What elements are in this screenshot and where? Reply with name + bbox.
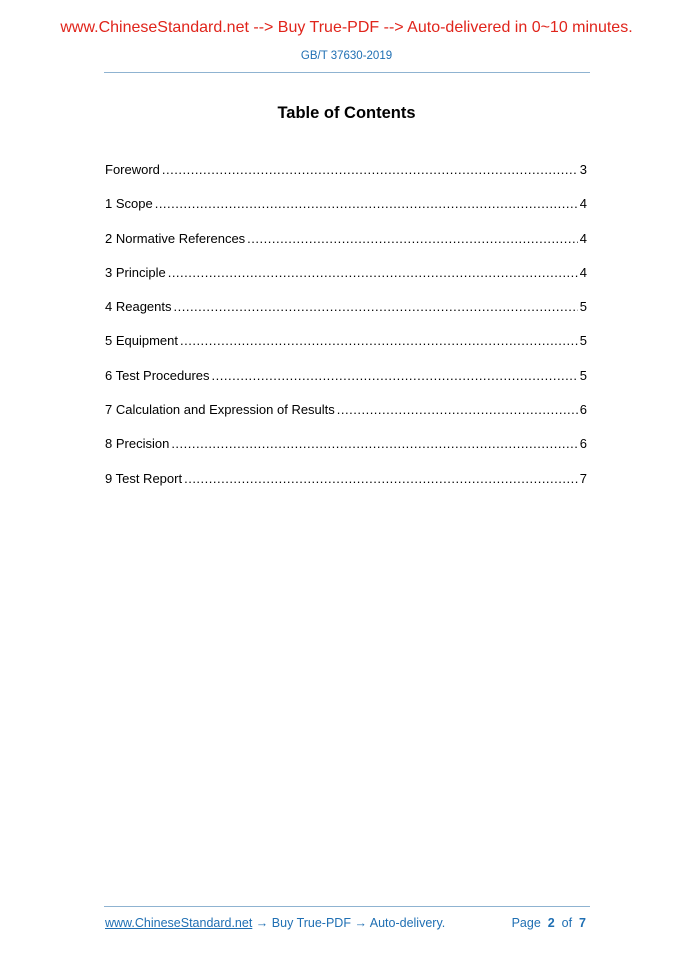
toc-entry-equipment[interactable]: [105, 332, 587, 366]
toc-entry-label: 4 Reagents: [105, 299, 172, 315]
toc-entry-label: 8 Precision: [105, 436, 170, 452]
toc-entry-page: 5: [579, 367, 587, 383]
toc-entry-page: 5: [579, 299, 587, 315]
toc-entry-calculation[interactable]: [105, 401, 587, 435]
header-divider: [104, 72, 590, 73]
dot-leader: [180, 332, 578, 350]
toc-entry-label: Foreword: [105, 162, 160, 177]
total-pages-number: 7: [579, 916, 586, 930]
toc-entry-principle[interactable]: [105, 264, 587, 298]
toc-entry-label: 3 Principle: [105, 264, 166, 280]
dot-leader: [247, 230, 578, 248]
toc-entry-page: 7: [579, 470, 587, 486]
toc-entry-page: 4: [579, 230, 587, 246]
toc-entry-page: 6: [579, 402, 587, 418]
toc-entry-test-procedures[interactable]: [105, 367, 587, 401]
toc-entry-page: 4: [579, 196, 587, 212]
document-code: GB/T 37630-2019: [300, 50, 393, 62]
dot-leader: [171, 435, 577, 453]
toc-entry-scope[interactable]: [105, 195, 587, 229]
arrow-right-icon: →: [255, 916, 269, 930]
of-word: of: [561, 916, 573, 930]
dot-leader: [212, 367, 578, 385]
toc-entry-label: 6 Test Procedures: [105, 367, 210, 383]
toc-entry-label: 7 Calculation and Expression of Results: [105, 402, 335, 418]
toc-entry-label: 9 Test Report: [105, 470, 183, 486]
toc-entry-label: 5 Equipment: [105, 333, 178, 349]
footer-delivery-text: Auto-delivery.: [369, 916, 446, 930]
toc-entry-reagents[interactable]: [105, 298, 587, 332]
toc-entry-normative-references[interactable]: [105, 230, 587, 264]
dot-leader: [184, 470, 578, 488]
toc-entry-page: 3: [579, 162, 587, 177]
dot-leader: [168, 264, 578, 282]
page-word: Page: [511, 916, 541, 930]
toc-entry-label: 2 Normative References: [105, 230, 246, 246]
toc-entry-page: 5: [579, 333, 587, 349]
promo-banner: www.ChineseStandard.net --> Buy True-PDF --> Auto-delivered in 0~10 minutes.: [60, 19, 633, 36]
toc-entry-label: 1 Scope: [105, 196, 153, 212]
toc-entry-test-report[interactable]: [105, 470, 587, 504]
footer-promo: [105, 916, 445, 930]
current-page-number: 2: [547, 916, 555, 930]
toc-entry-page: 6: [579, 436, 587, 452]
dot-leader: [155, 195, 578, 213]
toc-entry-foreword[interactable]: [105, 161, 587, 195]
footer-site-link[interactable]: www.ChineseStandard.net: [105, 916, 253, 930]
footer-buy-text: Buy True-PDF: [271, 916, 351, 930]
page-indicator: [512, 916, 586, 930]
dot-leader: [174, 298, 578, 316]
toc-entry-precision[interactable]: [105, 435, 587, 469]
toc-title: Table of Contents: [277, 104, 416, 122]
dot-leader: [162, 161, 578, 179]
toc-entry-page: 4: [579, 264, 587, 280]
toc-list: [105, 161, 587, 504]
dot-leader: [337, 401, 578, 419]
footer-divider: [104, 906, 590, 907]
arrow-right-icon: →: [354, 916, 367, 930]
